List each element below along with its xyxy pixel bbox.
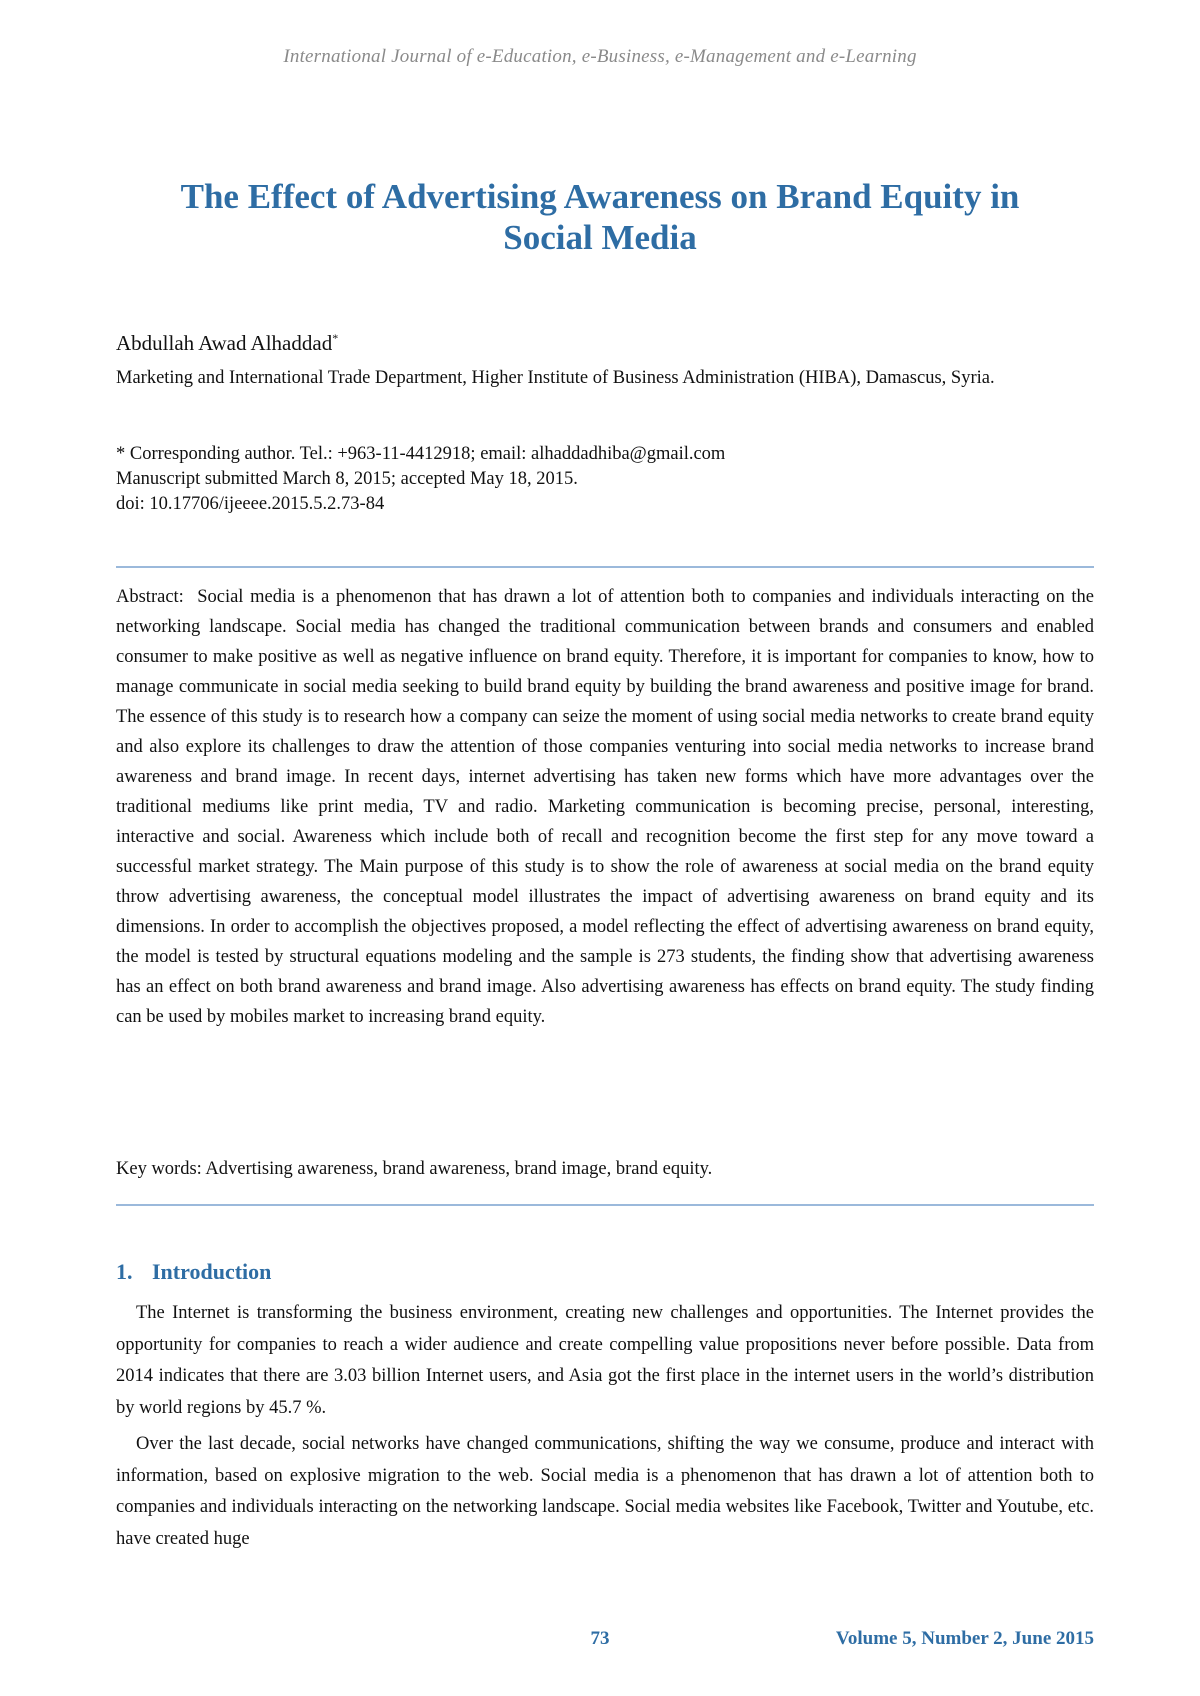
abstract-text: Social media is a phenomenon that has drawn a lot of attention both to companies and individuals interacting on the networking landscape. Social media has changed the traditional communication between brands and consumers and enabled consumer to make positive as well as negative influence on brand equity. Therefore, it is important for companies to know, how to manage communicate in social media seeking to build brand equity by building the brand awareness and positive image for brand. The essence of this study is to research how a company can seize the moment of using social media networks to create brand equity and also explore its challenges to draw the attention of those companies venturing into social media networks to increase brand awareness and brand image. In recent days, internet advertising has taken new forms which have more advantages over the traditional mediums like print media, TV and radio. Marketing communication is becoming precise, personal, interesting, interactive and social. Awareness which include both of recall and recognition become the first step for any move toward a successful market strategy. The Main purpose of this study is to show the role of awareness at social media on the brand equity throw advertising awareness, the conceptual model illustrates the impact of advertising awareness on brand equity and its dimensions. In order to accomplish the objectives proposed, a model reflecting the effect of advertising awareness on brand equity, the model is tested by structural equations modeling and the sample is 273 students, the finding show that advertising awareness has an effect on both brand awareness and brand image. Also advertising awareness has effects on brand equity. The study finding can be used by mobiles market to increasing brand equity. bbox=[116, 587, 1094, 1027]
introduction-paragraph-1: The Internet is transforming the business environment, creating new challenges and opportunities. The Internet provides the opportunity for companies to reach a wider audience and create compelling value propositions never before possible. Data from 2014 indicates that there are 3.03 billion Internet users, and Asia got the first place in the internet users in the world’s distribution by world regions by 45.7 %. bbox=[116, 1303, 1094, 1418]
abstract-bottom-divider bbox=[116, 1204, 1094, 1206]
abstract bbox=[116, 582, 1094, 1032]
author-name-block bbox=[116, 331, 338, 356]
abstract-label: Abstract: bbox=[116, 587, 184, 607]
doi: doi: 10.17706/ijeeee.2015.5.2.73-84 bbox=[116, 494, 385, 514]
article-title-line-1: The Effect of Advertising Awareness on Brand Equity in bbox=[180, 177, 1020, 216]
journal-running-head: International Journal of e-Education, e-Business, e-Management and e-Learning bbox=[283, 46, 917, 67]
keywords bbox=[116, 1155, 1094, 1183]
keywords-text: Advertising awareness, brand awareness, brand image, brand equity. bbox=[205, 1159, 713, 1179]
author-name: Abdullah Awad Alhaddad bbox=[116, 331, 333, 355]
corresponding-author: * Corresponding author. Tel.: +963-11-4412918; email: alhaddadhiba@gmail.com bbox=[116, 444, 726, 464]
page-number: 73 bbox=[590, 1628, 610, 1649]
article-title bbox=[100, 176, 1100, 258]
article-metadata bbox=[116, 442, 1096, 517]
section-number: 1. bbox=[116, 1259, 133, 1284]
introduction-paragraph-2: Over the last decade, social networks have changed communications, shifting the way we consume, produce and interact with information, based on explosive migration to the web. Social media is a phenomenon that has drawn a lot of attention both to companies and individuals interacting on the networking landscape. Social media websites like Facebook, Twitter and Youtube, etc. have created huge bbox=[116, 1434, 1094, 1549]
article-title-line-2: Social Media bbox=[503, 218, 697, 257]
volume-info: Volume 5, Number 2, June 2015 bbox=[835, 1628, 1094, 1649]
author-footnote-mark: * bbox=[332, 331, 339, 345]
author-affiliation: Marketing and International Trade Department, Higher Institute of Business Administration (HIBA), Damascus, Syria. bbox=[116, 368, 995, 388]
section-title: Introduction bbox=[152, 1259, 272, 1284]
manuscript-dates: Manuscript submitted March 8, 2015; accepted May 18, 2015. bbox=[116, 469, 578, 489]
keywords-label: Key words: bbox=[116, 1159, 202, 1179]
section-heading-introduction bbox=[116, 1259, 271, 1285]
abstract-top-divider bbox=[116, 566, 1094, 568]
